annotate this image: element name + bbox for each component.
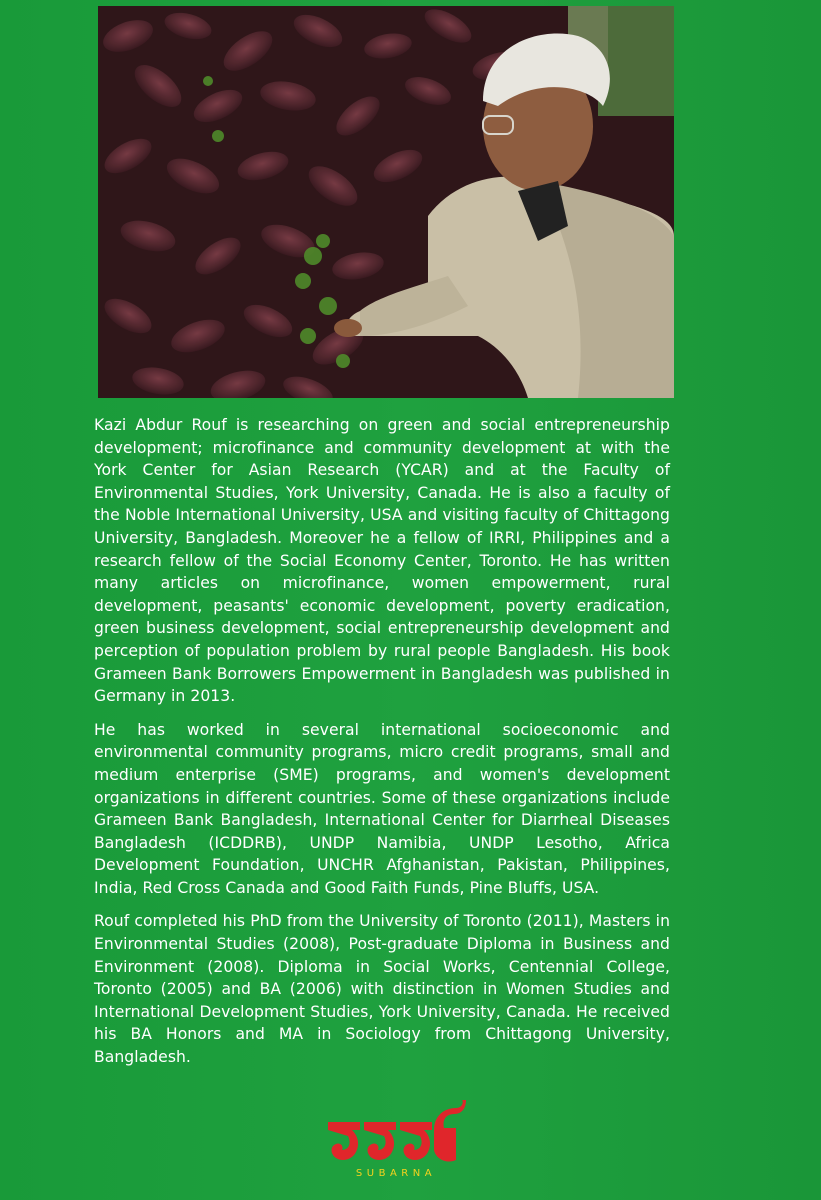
- author-photo: [98, 6, 674, 398]
- publisher-logo-mark: [326, 1100, 466, 1170]
- bio-paragraph-experience: He has worked in several international socioeconomic and environmental community programs, micro credit programs, small and medium enterprise (SME) programs, and women's development organizations in different countries. Some of these organizations include Grameen Bank Bangladesh, International Center for Diarrheal Diseases Bangladesh (ICDDRB), UNDP Namibia, UNDP Lesotho, Africa Development Foundation, UNCHR Afghanistan, Pakistan, Philippines, India, Red Cross Canada and Good Faith Funds, Pine Bluffs, USA.: [94, 720, 670, 897]
- bio-paragraph-research: Kazi Abdur Rouf is researching on green and social entrepreneurship development; microfinance and community development at with the York Center for Asian Research (YCAR) and at the Faculty of Environmental Studies, York University, Canada. He is also a faculty of the Noble International University, USA and visiting faculty of Chittagong University, Bangladesh. Moreover he a fellow of IRRI, Philippines and a research fellow of the Social Economy Center, Toronto. He has written many articles on microfinance, women empowerment, rural development, peasants' economic development, poverty eradication, green business development, social entrepreneurship development and perception of population problem by rural people Bangladesh. His book Grameen Bank Borrowers Empowerment in Bangladesh was published in Germany in 2013.: [94, 416, 670, 706]
- publisher-name: SUBARNA: [355, 1168, 437, 1179]
- author-biography: [94, 414, 670, 1080]
- bio-paragraph-education: Rouf completed his PhD from the University of Toronto (2011), Masters in Environmental Studies (2008), Post-graduate Diploma in Business and Environment (2008). Diploma in Social Works, Centennial College, Toronto (2005) and BA (2006) with distinction in Women Studies and International Development Studies, York University, Canada. He received his BA Honors and MA in Sociology from Chittagong University, Bangladesh.: [94, 912, 670, 1067]
- author-photo-illustration: [98, 6, 674, 398]
